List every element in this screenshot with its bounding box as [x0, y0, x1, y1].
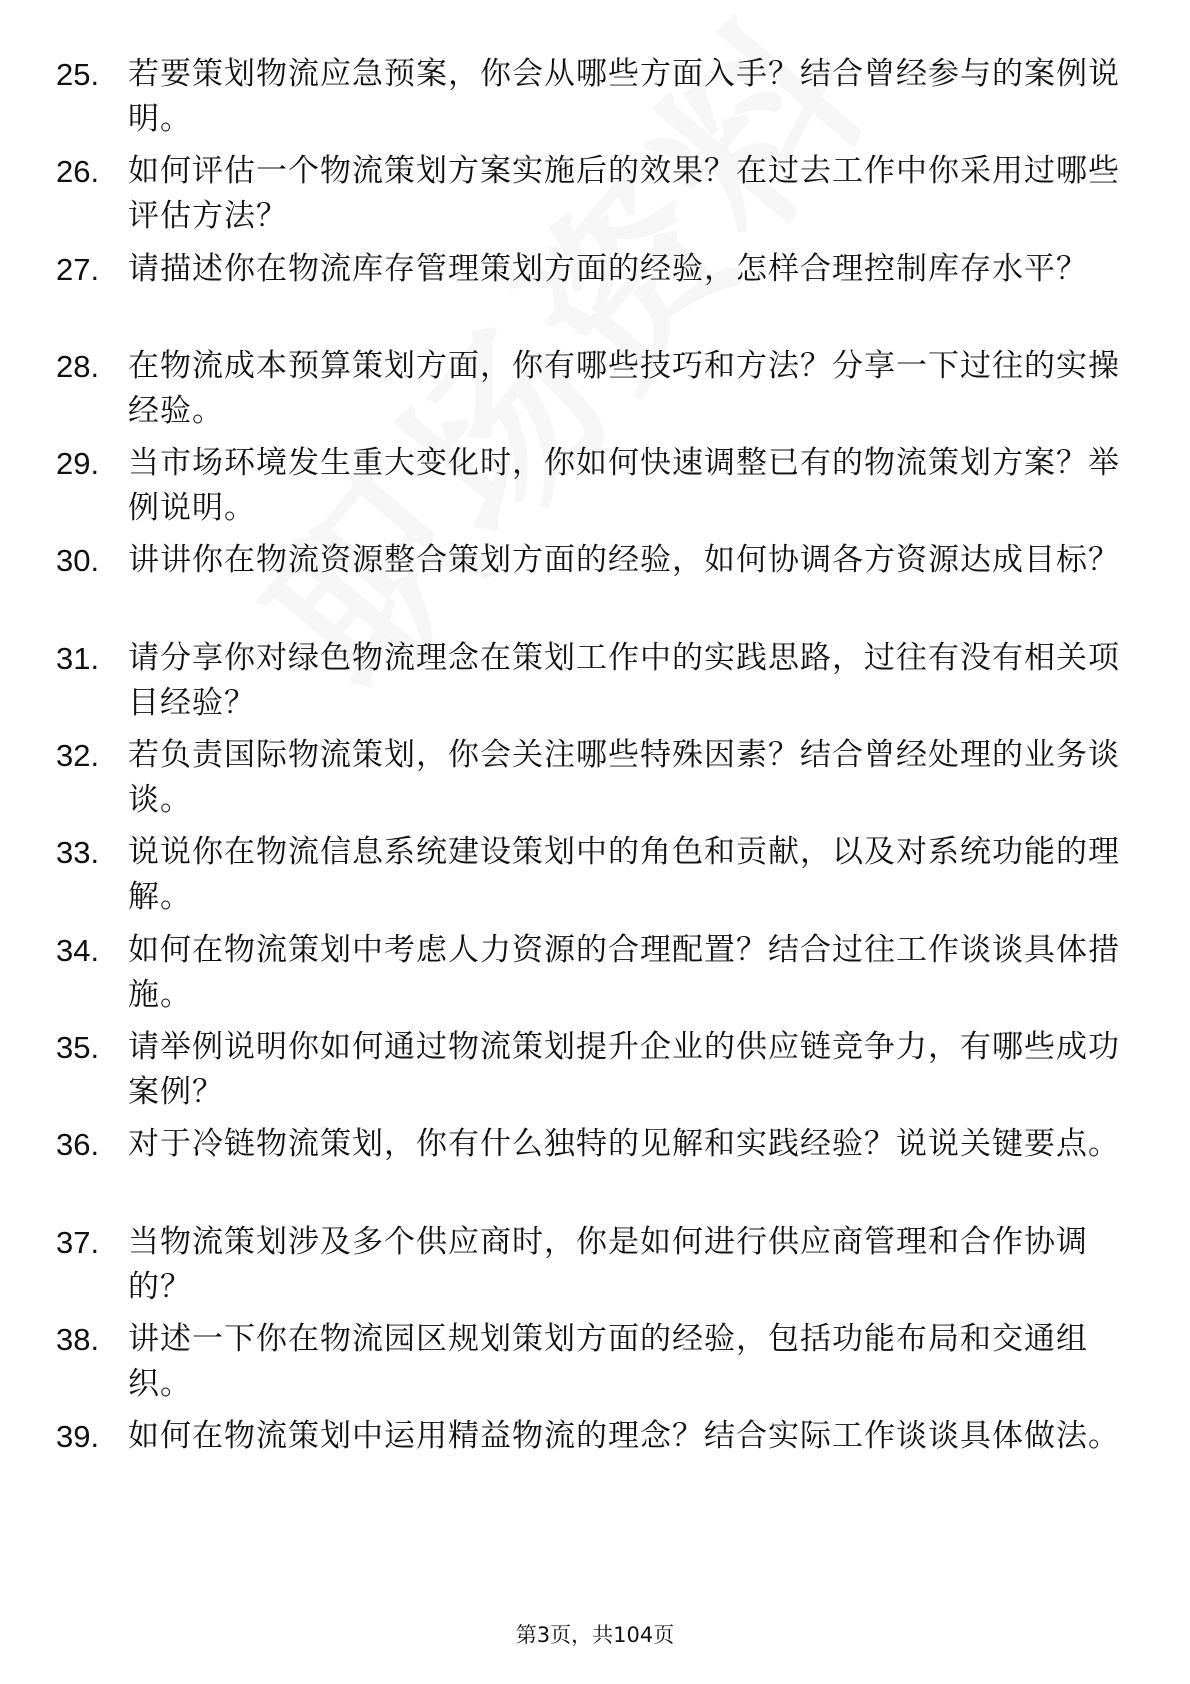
- question-number: 34.: [56, 932, 100, 968]
- question-number: 25.: [56, 57, 100, 92]
- question-text: 讲讲你在物流资源整合策划方面的经验，如何协调各方资源达成目标？: [128, 542, 1120, 579]
- question-text: 请描述你在物流库存管理策划方面的经验，怎样合理控制库存水平？: [128, 250, 1088, 287]
- question-number: 32.: [56, 738, 100, 774]
- question-item: [56, 52, 1136, 149]
- question-item: [56, 441, 1136, 538]
- question-text: 对于冷链物流策划，你有什么独特的见解和实践经验？说说关键要点。: [128, 1126, 1120, 1163]
- question-number: 37.: [56, 1224, 100, 1260]
- page-footer: 第3页，共104页: [515, 1623, 675, 1647]
- question-list: [56, 52, 1136, 1511]
- question-number: 38.: [56, 1321, 100, 1357]
- question-item: [56, 344, 1136, 441]
- question-item: [56, 1122, 1136, 1219]
- question-item: [56, 636, 1136, 733]
- question-item: [56, 733, 1136, 830]
- question-item: [56, 830, 1136, 927]
- question-number: 27.: [56, 251, 100, 287]
- question-item: [56, 1220, 1136, 1317]
- question-number: 26.: [56, 154, 100, 190]
- question-text: 在物流成本预算策划方面，你有哪些技巧和方法？分享一下过往的实操经验。: [128, 347, 1120, 429]
- question-text: 讲述一下你在物流园区规划策划方面的经验，包括功能布局和交通组织。: [128, 1320, 1088, 1402]
- question-text: 如何在物流策划中考虑人力资源的合理配置？结合过往工作谈谈具体措施。: [128, 931, 1120, 1013]
- question-text: 若要策划物流应急预案，你会从哪些方面入手？结合曾经参与的案例说明。: [128, 56, 1120, 137]
- question-number: 31.: [56, 640, 100, 676]
- question-text: 若负责国际物流策划，你会关注哪些特殊因素？结合曾经处理的业务谈谈。: [128, 737, 1120, 819]
- question-text: 说说你在物流信息系统建设策划中的角色和贡献，以及对系统功能的理解。: [128, 834, 1120, 916]
- question-number: 33.: [56, 835, 100, 871]
- question-item: [56, 1317, 1136, 1414]
- question-item: [56, 1414, 1136, 1511]
- question-item: [56, 538, 1136, 635]
- question-text: 如何在物流策划中运用精益物流的理念？结合实际工作谈谈具体做法。: [128, 1418, 1120, 1455]
- question-text: 请分享你对绿色物流理念在策划工作中的实践思路，过往有没有相关项目经验？: [128, 639, 1120, 721]
- question-text: 如何评估一个物流策划方案实施后的效果？在过去工作中你采用过哪些评估方法？: [128, 153, 1120, 235]
- question-number: 28.: [56, 348, 100, 384]
- question-item: [56, 928, 1136, 1025]
- question-number: 29.: [56, 446, 100, 482]
- question-text: 请举例说明你如何通过物流策划提升企业的供应链竞争力，有哪些成功案例？: [128, 1028, 1120, 1110]
- question-number: 39.: [56, 1419, 100, 1455]
- question-text: 当市场环境发生重大变化时，你如何快速调整已有的物流策划方案？举例说明。: [128, 445, 1120, 527]
- question-item: [56, 1025, 1136, 1122]
- question-item: [56, 247, 1136, 344]
- question-item: [56, 149, 1136, 246]
- question-number: 35.: [56, 1029, 100, 1065]
- question-number: 30.: [56, 543, 100, 579]
- question-text: 当物流策划涉及多个供应商时，你是如何进行供应商管理和合作协调的？: [128, 1223, 1088, 1305]
- question-number: 36.: [56, 1127, 100, 1163]
